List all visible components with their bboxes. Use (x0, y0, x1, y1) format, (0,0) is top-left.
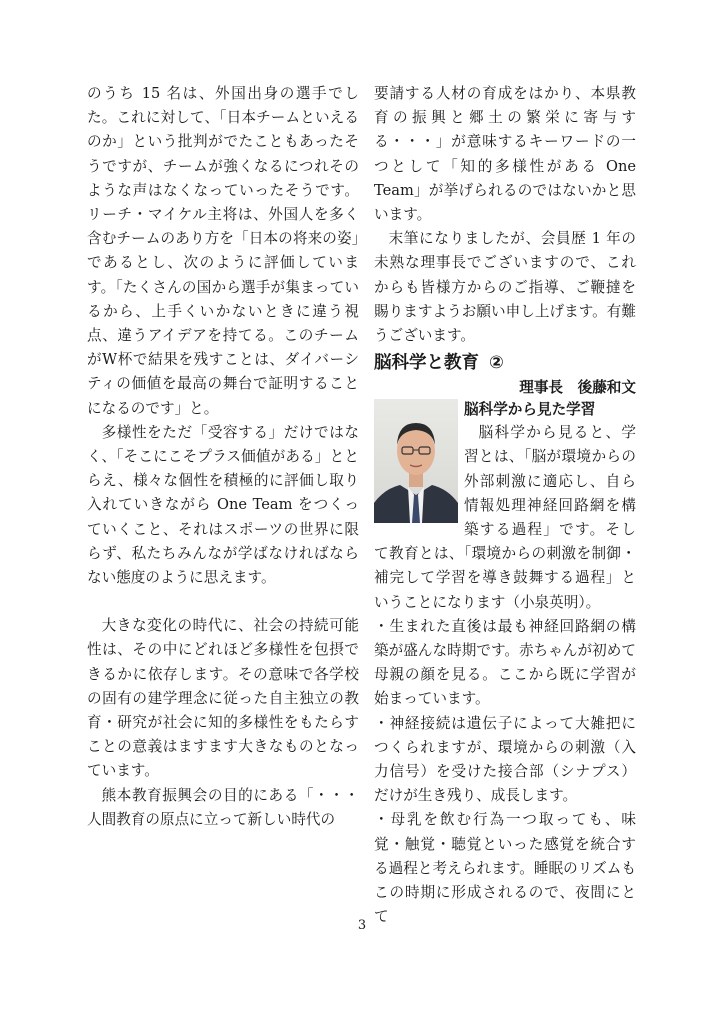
author-line: 理事長 後藤和文 (519, 379, 636, 397)
paragraph: 脳科学から見ると、学習とは、「脳が環境からの外部刺激に適応し、自ら情報処理神経回路網を構築する過程」です。そして教育とは、「環境からの刺激を制御・補完して学習を導き鼓舞する過程」ということになります（小泉英明）。 (374, 424, 636, 611)
article-intro (374, 399, 636, 615)
article-heading-text: 脳科学と教育 (374, 353, 479, 374)
paragraph: 末筆になりましたが、会員歴 1 年の未熟な理事長でございますので、これからも皆様方からのご指導、ご鞭撻を賜りますようお願い申し上げます。有難うございます。 (374, 230, 636, 345)
article-heading (374, 350, 636, 376)
article-subtitle: 脳科学から見た学習 (464, 401, 596, 419)
left-column (87, 82, 359, 832)
bullet-item: ・母乳を飲む行為一つ取っても、味覚・触覚・聴覚といった感覚を統合する過程と考えられます。睡眠のリズムもこの時期に形成されるので、夜間にとて (374, 811, 636, 926)
page-number: 3 (357, 918, 367, 933)
bullet-item: ・生まれた直後は最も神経回路網の構築が盛んな時期です。赤ちゃんが初めて母親の顔を見る。ここから既に学習が始まっています。 (374, 617, 636, 708)
paragraph-gap (87, 590, 359, 614)
bullet-item: ・神経接続は遺伝子によって大雑把につくられますが、環境からの刺激（入力信号）を受けた接合部（シナプス）だけが生き残り、成長します。 (374, 714, 636, 805)
author-photo (374, 399, 458, 523)
paragraph: のうち 15 名は、外国出身の選手でした。これに対して、「日本チームといえるのか」という批判がでたこともあったそうですが、チームが強くなるにつれそのような声はなくなっていったそうです。リーチ・マイケル主将は、外国人を多く含むチームのあり方を「日本の将来の姿」であるとし、次のように評価しています。「たくさんの国から選手が集まっているから、上手くいかないときに違う視点、違うアイデアを持てる。このチームがW杯で結果を残すことは、ダイバーシティの価値を最高の舞台で証明することになるのです」と。 (87, 85, 359, 417)
paragraph: 大きな変化の時代に、社会の持続可能性は、その中にどれほど多様性を包摂できるかに依存します。その意味で各学校の固有の建学理念に従った自主独立の教育・研究が社会に知的多様性をもたらすことの意義はますます大きなものとなっています。 (87, 617, 359, 780)
paragraph: 熊本教育振興会の目的にある「・・・人間教育の原点に立って新しい時代の (87, 786, 359, 828)
article-heading-number: ② (489, 353, 504, 374)
paragraph: 要請する人材の育成をはかり、本県教育の振興と郷土の繁栄に寄与する・・・」が意味するキーワードの一つとして「知的多様性がある One Team」が挙げられるのではないかと思います。 (374, 85, 636, 224)
right-column (374, 82, 636, 930)
paragraph: 多様性をただ「受容する」だけではなく、「そこにこそプラス価値がある」ととらえ、様々な個性を積極的に評価し取り入れていきながら One Team をつくっていくこと、それはスポーツの世界に限らず、私たちみんなが学ばなければならない態度のように思えます。 (87, 423, 359, 587)
